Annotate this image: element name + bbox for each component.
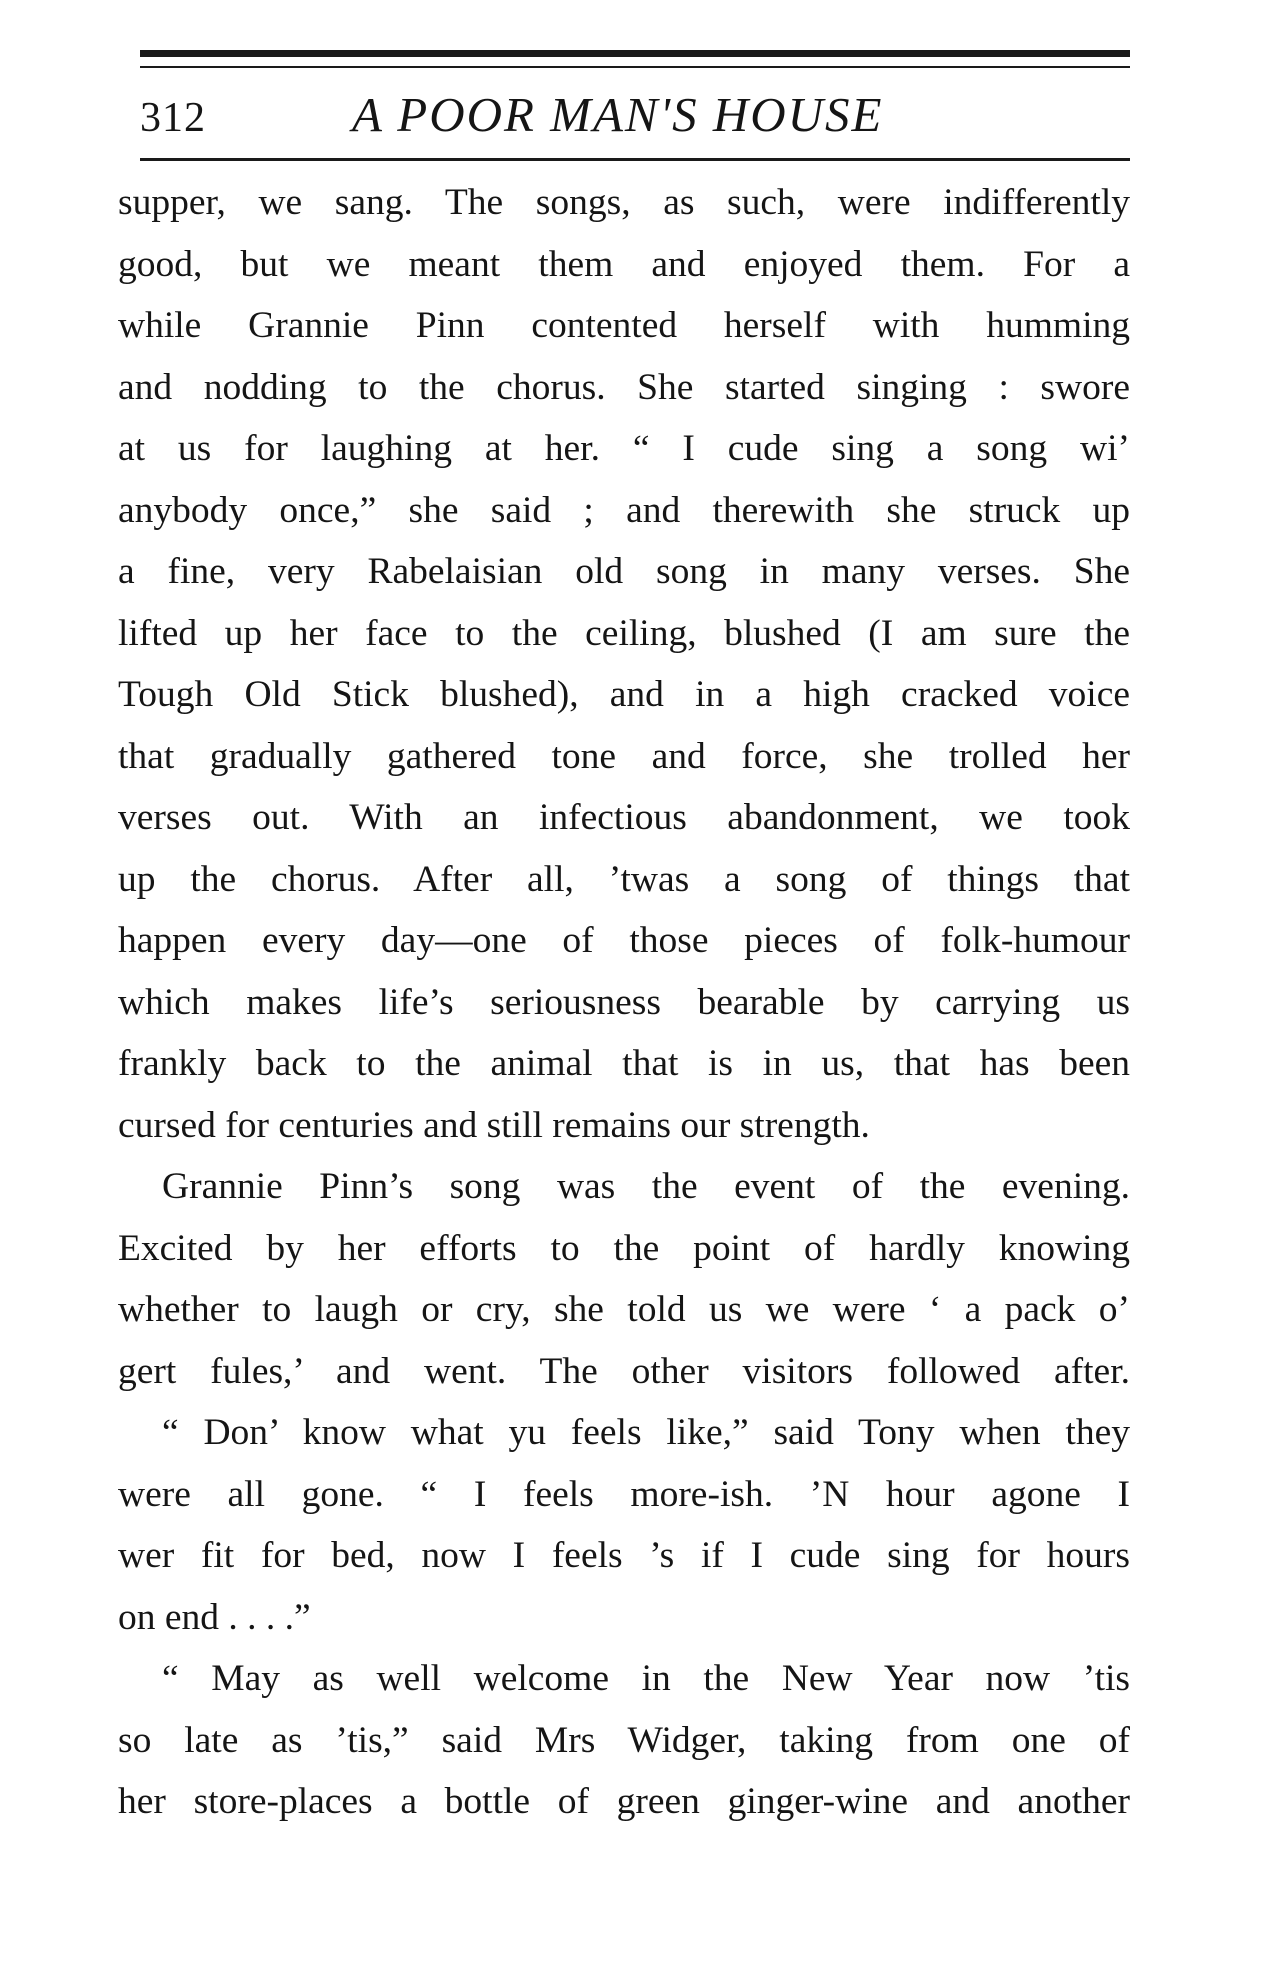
text-line: supper, we sang. The songs, as such, were indifferently (118, 182, 1130, 223)
text-line: a fine, very Rabelaisian old song in many verses. She (118, 551, 1130, 592)
text-line: Tough Old Stick blushed), and in a high cracked voice (118, 674, 1130, 715)
text-line: and nodding to the chorus. She started singing : swore (118, 366, 1130, 408)
text-line: “ May as well welcome in the New Year now ’tis (162, 1658, 1130, 1699)
text-line: Excited by her efforts to the point of hardly knowing (118, 1227, 1130, 1269)
text-line: frankly back to the animal that is in us, that has been (118, 1043, 1130, 1084)
text-line: verses out. With an infectious abandonment, we took (118, 797, 1130, 838)
page-number: 312 (140, 95, 206, 141)
text-line: cursed for centuries and still remains our strength. (118, 1104, 870, 1146)
header-underline (140, 158, 1130, 161)
text-line: happen every day—one of those pieces of folk-humour (118, 920, 1130, 961)
text-line: her store-places a bottle of green ginger-wine and another (118, 1781, 1130, 1822)
text-line: while Grannie Pinn contented herself with humming (118, 305, 1130, 346)
text-line: so late as ’tis,” said Mrs Widger, taking from one of (118, 1719, 1130, 1761)
text-line: that gradually gathered tone and force, she trolled her (118, 735, 1130, 777)
text-line: up the chorus. After all, ’twas a song of things that (118, 858, 1130, 900)
text-line: anybody once,” she said ; and therewith she struck up (118, 489, 1130, 531)
text-line: Grannie Pinn’s song was the event of the evening. (162, 1166, 1130, 1207)
text-line: gert fules,’ and went. The other visitors followed after. (118, 1350, 1130, 1392)
running-header (140, 86, 1130, 146)
text-line: were all gone. “ I feels more-ish. ’N hour agone I (118, 1473, 1130, 1515)
text-line: wer fit for bed, now I feels ’s if I cude sing for hours (118, 1535, 1130, 1576)
text-line: at us for laughing at her. “ I cude sing a song wi’ (118, 428, 1130, 469)
body-text (118, 172, 1130, 1833)
text-line: which makes life’s seriousness bearable by carrying us (118, 981, 1130, 1023)
text-line: on end . . . .” (118, 1596, 311, 1638)
header-rule-thick (140, 50, 1130, 57)
running-title: A POOR MAN'S HOUSE (352, 87, 884, 142)
text-line: whether to laugh or cry, she told us we were ‘ a pack o’ (118, 1289, 1130, 1330)
header-rule-thin (140, 66, 1130, 68)
text-line: good, but we meant them and enjoyed them. For a (118, 243, 1130, 285)
text-line: lifted up her face to the ceiling, blushed (I am sure the (118, 612, 1130, 654)
text-line: “ Don’ know what yu feels like,” said Tony when they (162, 1412, 1130, 1453)
